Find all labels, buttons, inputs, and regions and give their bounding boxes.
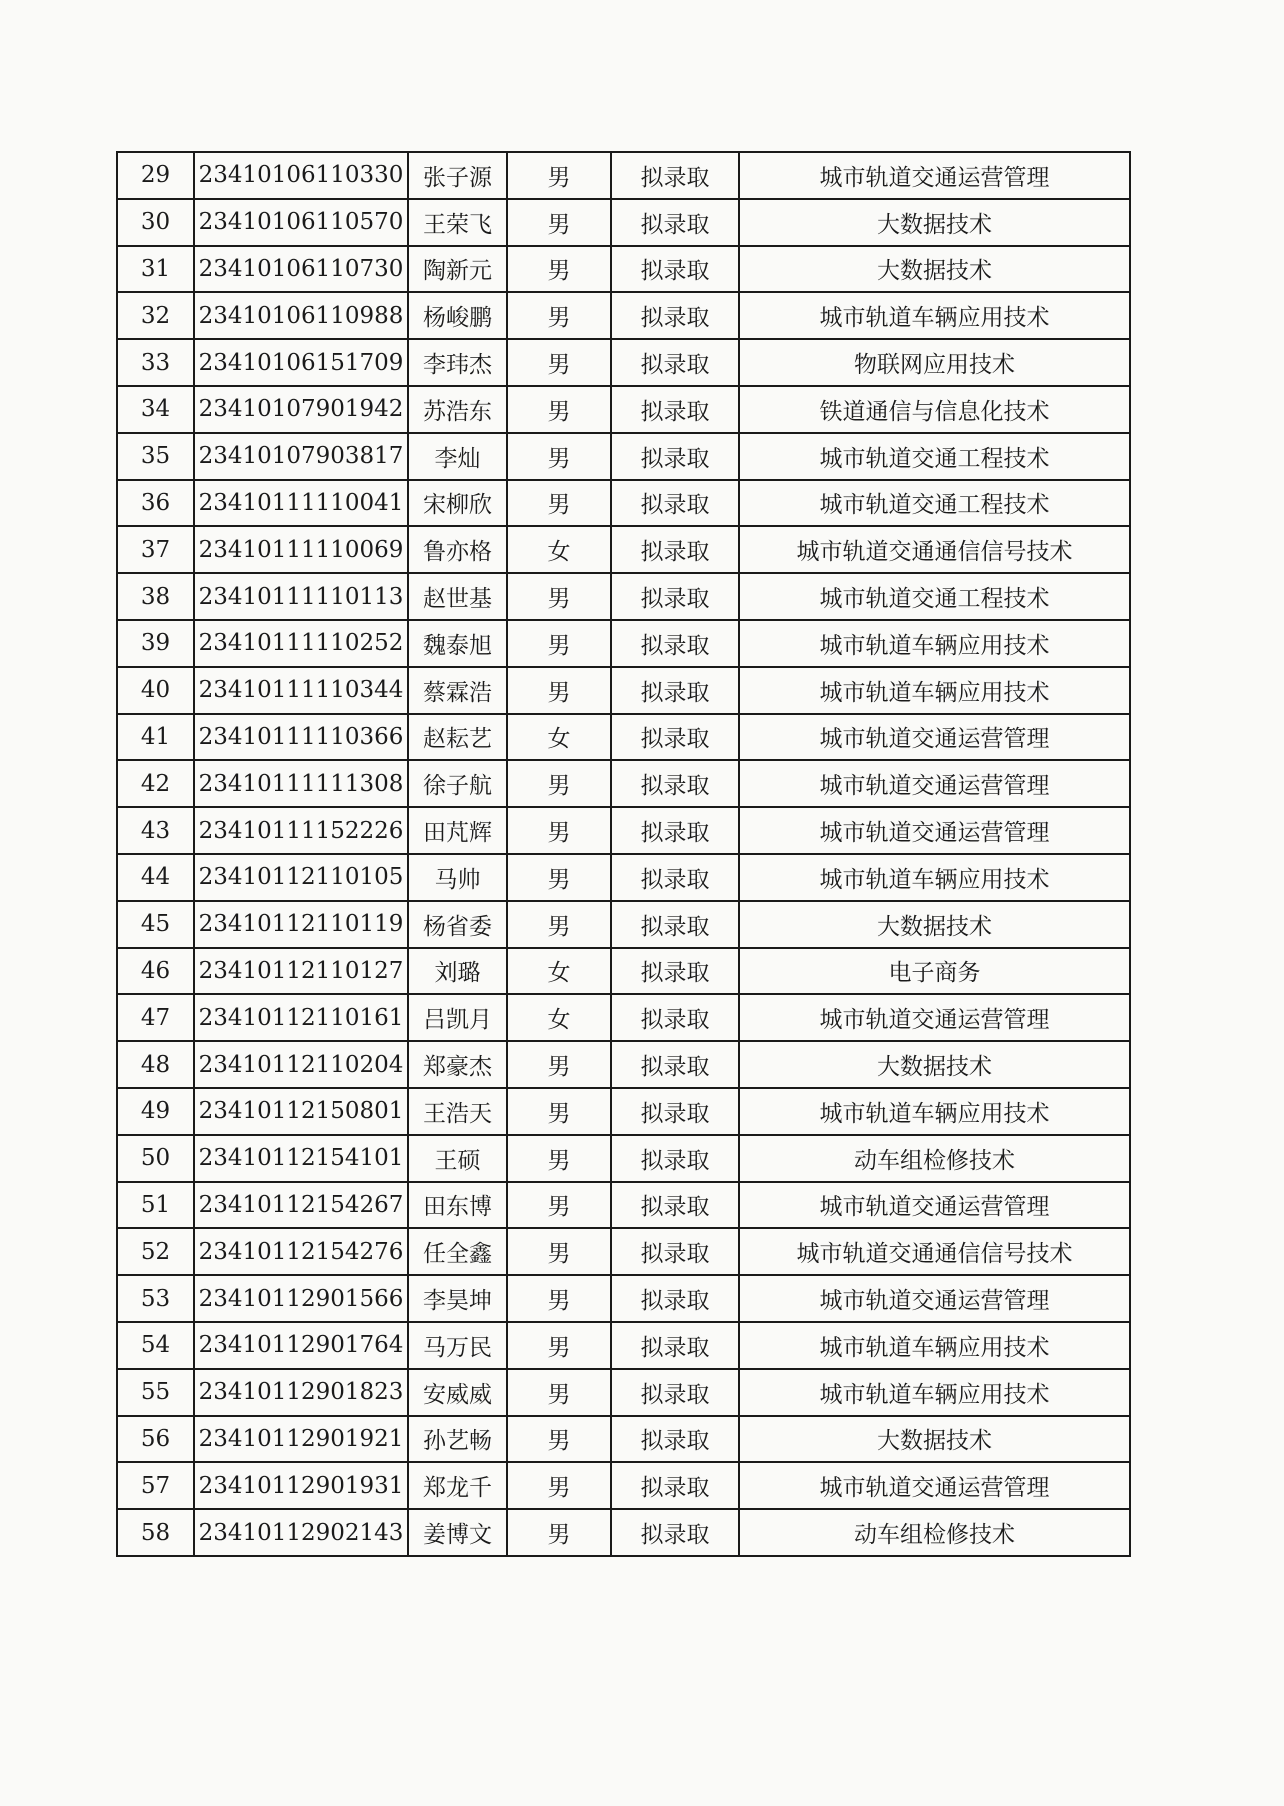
major-cell: 城市轨道交通运营管理 (739, 1462, 1130, 1509)
table-row (117, 152, 1130, 199)
candidate-id-cell: 23410106110730 (194, 246, 408, 293)
candidate-name-cell: 张子源 (408, 152, 507, 199)
admission-status-cell: 拟录取 (611, 1369, 739, 1416)
admission-status-cell: 拟录取 (611, 760, 739, 807)
gender-cell: 男 (507, 1088, 611, 1135)
gender-cell: 男 (507, 339, 611, 386)
major-cell: 城市轨道车辆应用技术 (739, 1322, 1130, 1369)
candidate-id-cell: 23410107901942 (194, 386, 408, 433)
row-number-cell: 55 (117, 1369, 194, 1416)
admission-table (116, 151, 1131, 1557)
candidate-name-cell: 姜博文 (408, 1509, 507, 1556)
candidate-id-cell: 23410106110988 (194, 292, 408, 339)
table-row (117, 386, 1130, 433)
candidate-name-cell: 郑龙千 (408, 1462, 507, 1509)
row-number-cell: 52 (117, 1228, 194, 1275)
table-row (117, 433, 1130, 480)
gender-cell: 男 (507, 246, 611, 293)
major-cell: 城市轨道交通工程技术 (739, 573, 1130, 620)
table-row (117, 339, 1130, 386)
table-row (117, 1416, 1130, 1463)
gender-cell: 男 (507, 199, 611, 246)
candidate-id-cell: 23410111110041 (194, 480, 408, 527)
candidate-name-cell: 赵耘艺 (408, 714, 507, 761)
candidate-id-cell: 23410111110344 (194, 667, 408, 714)
admission-status-cell: 拟录取 (611, 1135, 739, 1182)
row-number-cell: 29 (117, 152, 194, 199)
candidate-id-cell: 23410112110105 (194, 854, 408, 901)
candidate-name-cell: 吕凯月 (408, 994, 507, 1041)
row-number-cell: 41 (117, 714, 194, 761)
major-cell: 城市轨道交通运营管理 (739, 714, 1130, 761)
row-number-cell: 46 (117, 948, 194, 995)
row-number-cell: 37 (117, 526, 194, 573)
major-cell: 城市轨道车辆应用技术 (739, 292, 1130, 339)
candidate-id-cell: 23410112154267 (194, 1182, 408, 1229)
table-row (117, 1228, 1130, 1275)
gender-cell: 女 (507, 994, 611, 1041)
admission-status-cell: 拟录取 (611, 199, 739, 246)
candidate-name-cell: 田芃辉 (408, 807, 507, 854)
row-number-cell: 34 (117, 386, 194, 433)
admission-status-cell: 拟录取 (611, 1088, 739, 1135)
table-row (117, 199, 1130, 246)
major-cell: 城市轨道车辆应用技术 (739, 620, 1130, 667)
table-row (117, 1275, 1130, 1322)
row-number-cell: 51 (117, 1182, 194, 1229)
admission-status-cell: 拟录取 (611, 339, 739, 386)
candidate-id-cell: 23410106110330 (194, 152, 408, 199)
candidate-name-cell: 杨峻鹏 (408, 292, 507, 339)
admission-status-cell: 拟录取 (611, 246, 739, 293)
admission-status-cell: 拟录取 (611, 480, 739, 527)
candidate-id-cell: 23410111152226 (194, 807, 408, 854)
major-cell: 城市轨道车辆应用技术 (739, 667, 1130, 714)
major-cell: 城市轨道交通运营管理 (739, 1182, 1130, 1229)
gender-cell: 男 (507, 1322, 611, 1369)
row-number-cell: 49 (117, 1088, 194, 1135)
admission-status-cell: 拟录取 (611, 714, 739, 761)
admission-status-cell: 拟录取 (611, 1416, 739, 1463)
candidate-id-cell: 23410106110570 (194, 199, 408, 246)
candidate-id-cell: 23410111110069 (194, 526, 408, 573)
admission-status-cell: 拟录取 (611, 1041, 739, 1088)
major-cell: 城市轨道交通运营管理 (739, 760, 1130, 807)
row-number-cell: 30 (117, 199, 194, 246)
candidate-id-cell: 23410111110366 (194, 714, 408, 761)
admission-status-cell: 拟录取 (611, 292, 739, 339)
admission-status-cell: 拟录取 (611, 1462, 739, 1509)
row-number-cell: 44 (117, 854, 194, 901)
candidate-name-cell: 魏泰旭 (408, 620, 507, 667)
candidate-name-cell: 李昊坤 (408, 1275, 507, 1322)
row-number-cell: 48 (117, 1041, 194, 1088)
major-cell: 城市轨道交通运营管理 (739, 1275, 1130, 1322)
candidate-name-cell: 李灿 (408, 433, 507, 480)
major-cell: 动车组检修技术 (739, 1509, 1130, 1556)
candidate-name-cell: 马帅 (408, 854, 507, 901)
candidate-id-cell: 23410112901566 (194, 1275, 408, 1322)
table-row (117, 1322, 1130, 1369)
major-cell: 城市轨道交通工程技术 (739, 433, 1130, 480)
major-cell: 城市轨道交通工程技术 (739, 480, 1130, 527)
table-row (117, 246, 1130, 293)
row-number-cell: 42 (117, 760, 194, 807)
table-row (117, 760, 1130, 807)
table-row (117, 1182, 1130, 1229)
row-number-cell: 50 (117, 1135, 194, 1182)
row-number-cell: 31 (117, 246, 194, 293)
row-number-cell: 36 (117, 480, 194, 527)
row-number-cell: 54 (117, 1322, 194, 1369)
table-row (117, 1041, 1130, 1088)
major-cell: 城市轨道交通运营管理 (739, 994, 1130, 1041)
table-row (117, 1369, 1130, 1416)
major-cell: 城市轨道车辆应用技术 (739, 1369, 1130, 1416)
candidate-id-cell: 23410111110113 (194, 573, 408, 620)
admission-status-cell: 拟录取 (611, 1275, 739, 1322)
candidate-name-cell: 马万民 (408, 1322, 507, 1369)
candidate-id-cell: 23410112901764 (194, 1322, 408, 1369)
table-row (117, 620, 1130, 667)
table-row (117, 573, 1130, 620)
gender-cell: 男 (507, 152, 611, 199)
row-number-cell: 43 (117, 807, 194, 854)
gender-cell: 男 (507, 1275, 611, 1322)
row-number-cell: 56 (117, 1416, 194, 1463)
admission-status-cell: 拟录取 (611, 526, 739, 573)
gender-cell: 男 (507, 1041, 611, 1088)
candidate-name-cell: 赵世基 (408, 573, 507, 620)
candidate-id-cell: 23410112154276 (194, 1228, 408, 1275)
admission-status-cell: 拟录取 (611, 901, 739, 948)
row-number-cell: 58 (117, 1509, 194, 1556)
major-cell: 城市轨道交通运营管理 (739, 807, 1130, 854)
candidate-id-cell: 23410112110161 (194, 994, 408, 1041)
admission-status-cell: 拟录取 (611, 994, 739, 1041)
gender-cell: 男 (507, 854, 611, 901)
gender-cell: 女 (507, 714, 611, 761)
table-row (117, 1088, 1130, 1135)
row-number-cell: 35 (117, 433, 194, 480)
admission-status-cell: 拟录取 (611, 386, 739, 433)
admission-status-cell: 拟录取 (611, 1182, 739, 1229)
major-cell: 物联网应用技术 (739, 339, 1130, 386)
gender-cell: 男 (507, 1416, 611, 1463)
gender-cell: 男 (507, 1135, 611, 1182)
major-cell: 动车组检修技术 (739, 1135, 1130, 1182)
table-row (117, 901, 1130, 948)
gender-cell: 男 (507, 292, 611, 339)
admission-status-cell: 拟录取 (611, 948, 739, 995)
table-row (117, 807, 1130, 854)
admission-status-cell: 拟录取 (611, 1228, 739, 1275)
candidate-id-cell: 23410112110119 (194, 901, 408, 948)
admission-status-cell: 拟录取 (611, 854, 739, 901)
candidate-id-cell: 23410112902143 (194, 1509, 408, 1556)
gender-cell: 男 (507, 1462, 611, 1509)
row-number-cell: 47 (117, 994, 194, 1041)
table-row (117, 1509, 1130, 1556)
candidate-id-cell: 23410112901921 (194, 1416, 408, 1463)
major-cell: 城市轨道交通运营管理 (739, 152, 1130, 199)
major-cell: 大数据技术 (739, 1416, 1130, 1463)
row-number-cell: 45 (117, 901, 194, 948)
row-number-cell: 39 (117, 620, 194, 667)
table-row (117, 714, 1130, 761)
gender-cell: 男 (507, 901, 611, 948)
candidate-name-cell: 刘璐 (408, 948, 507, 995)
candidate-id-cell: 23410111110252 (194, 620, 408, 667)
candidate-name-cell: 宋柳欣 (408, 480, 507, 527)
candidate-name-cell: 田东博 (408, 1182, 507, 1229)
admission-status-cell: 拟录取 (611, 807, 739, 854)
candidate-id-cell: 23410107903817 (194, 433, 408, 480)
row-number-cell: 57 (117, 1462, 194, 1509)
gender-cell: 男 (507, 620, 611, 667)
candidate-id-cell: 23410112901823 (194, 1369, 408, 1416)
admission-status-cell: 拟录取 (611, 1322, 739, 1369)
admission-status-cell: 拟录取 (611, 1509, 739, 1556)
candidate-name-cell: 王浩天 (408, 1088, 507, 1135)
major-cell: 城市轨道交通通信信号技术 (739, 526, 1130, 573)
table-row (117, 1135, 1130, 1182)
candidate-id-cell: 23410112154101 (194, 1135, 408, 1182)
gender-cell: 女 (507, 948, 611, 995)
gender-cell: 男 (507, 480, 611, 527)
gender-cell: 男 (507, 1369, 611, 1416)
admission-status-cell: 拟录取 (611, 573, 739, 620)
candidate-name-cell: 苏浩东 (408, 386, 507, 433)
gender-cell: 男 (507, 1228, 611, 1275)
candidate-name-cell: 王硕 (408, 1135, 507, 1182)
major-cell: 大数据技术 (739, 901, 1130, 948)
row-number-cell: 40 (117, 667, 194, 714)
gender-cell: 男 (507, 573, 611, 620)
candidate-id-cell: 23410106151709 (194, 339, 408, 386)
gender-cell: 男 (507, 433, 611, 480)
candidate-id-cell: 23410111111308 (194, 760, 408, 807)
candidate-name-cell: 杨省委 (408, 901, 507, 948)
table-row (117, 948, 1130, 995)
admission-table-body (117, 152, 1130, 1556)
candidate-id-cell: 23410112901931 (194, 1462, 408, 1509)
admission-status-cell: 拟录取 (611, 620, 739, 667)
admission-status-cell: 拟录取 (611, 433, 739, 480)
candidate-id-cell: 23410112110127 (194, 948, 408, 995)
table-row (117, 854, 1130, 901)
candidate-id-cell: 23410112150801 (194, 1088, 408, 1135)
gender-cell: 女 (507, 526, 611, 573)
candidate-name-cell: 王荣飞 (408, 199, 507, 246)
major-cell: 大数据技术 (739, 199, 1130, 246)
gender-cell: 男 (507, 1182, 611, 1229)
candidate-name-cell: 孙艺畅 (408, 1416, 507, 1463)
gender-cell: 男 (507, 667, 611, 714)
candidate-name-cell: 郑豪杰 (408, 1041, 507, 1088)
major-cell: 大数据技术 (739, 246, 1130, 293)
table-row (117, 526, 1130, 573)
candidate-name-cell: 李玮杰 (408, 339, 507, 386)
candidate-id-cell: 23410112110204 (194, 1041, 408, 1088)
table-row (117, 292, 1130, 339)
candidate-name-cell: 安威威 (408, 1369, 507, 1416)
gender-cell: 男 (507, 807, 611, 854)
admission-status-cell: 拟录取 (611, 667, 739, 714)
candidate-name-cell: 陶新元 (408, 246, 507, 293)
major-cell: 大数据技术 (739, 1041, 1130, 1088)
row-number-cell: 33 (117, 339, 194, 386)
table-row (117, 1462, 1130, 1509)
admission-status-cell: 拟录取 (611, 152, 739, 199)
table-row (117, 994, 1130, 1041)
major-cell: 城市轨道交通通信信号技术 (739, 1228, 1130, 1275)
candidate-name-cell: 徐子航 (408, 760, 507, 807)
candidate-name-cell: 蔡霖浩 (408, 667, 507, 714)
table-row (117, 480, 1130, 527)
gender-cell: 男 (507, 1509, 611, 1556)
row-number-cell: 53 (117, 1275, 194, 1322)
major-cell: 电子商务 (739, 948, 1130, 995)
row-number-cell: 38 (117, 573, 194, 620)
candidate-name-cell: 鲁亦格 (408, 526, 507, 573)
candidate-name-cell: 任全鑫 (408, 1228, 507, 1275)
gender-cell: 男 (507, 760, 611, 807)
row-number-cell: 32 (117, 292, 194, 339)
major-cell: 铁道通信与信息化技术 (739, 386, 1130, 433)
major-cell: 城市轨道车辆应用技术 (739, 854, 1130, 901)
gender-cell: 男 (507, 386, 611, 433)
table-row (117, 667, 1130, 714)
major-cell: 城市轨道车辆应用技术 (739, 1088, 1130, 1135)
